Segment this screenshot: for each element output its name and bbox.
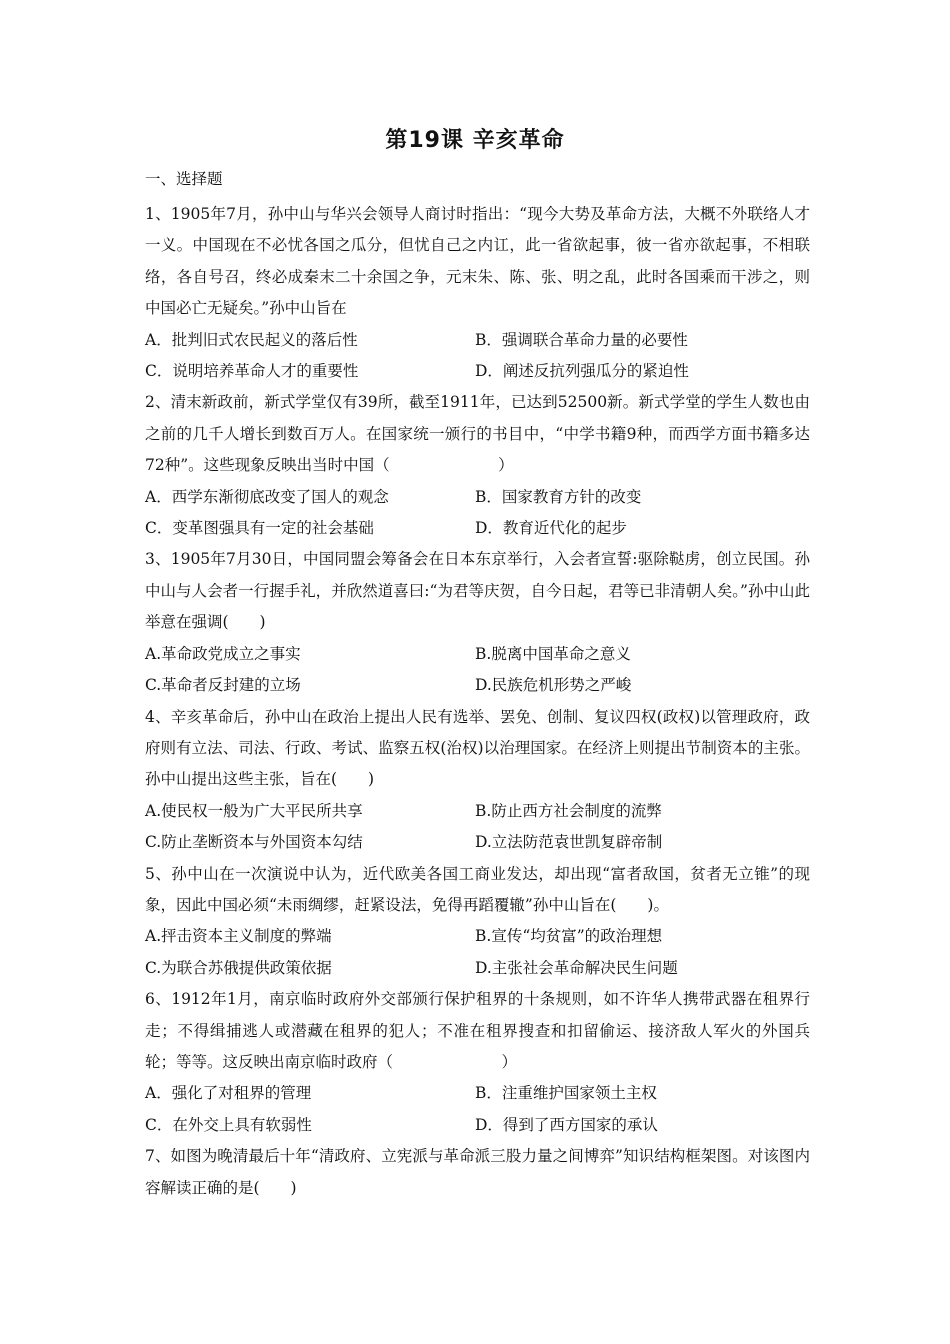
option-d: D.民族危机形势之严峻: [475, 676, 632, 695]
option-c: C.为联合苏俄提供政策依据: [145, 958, 332, 977]
question-3: [145, 544, 810, 701]
option-a: A．西学东渐彻底改变了国人的观念: [145, 487, 389, 506]
question-options: [145, 482, 810, 545]
section-heading: 一、选择题: [145, 170, 223, 188]
question-options: [145, 921, 810, 984]
option-d: D.主张社会革命解决民生问题: [475, 958, 678, 977]
page-title: 第19课 辛亥革命: [385, 128, 565, 153]
question-stem: 7、如图为晚清最后十年“清政府、立宪派与革命派三股力量之间博弈”知识结构框架图。对该图内容解读正确的是( ): [145, 1147, 810, 1197]
question-4: [145, 702, 810, 859]
question-options: [145, 325, 810, 388]
question-options: [145, 639, 810, 702]
option-a: A.使民权一般为广大平民所共享: [145, 801, 363, 820]
question-stem: 3、1905年7月30日，中国同盟会筹备会在日本东京举行，入会者宣誓:驱除鞑虏，创立民国。孙中山与人会者一行握手礼，并欣然道喜曰:“为君等庆贺，自今日起，君等已非清朝人矣。”孙中山此举意在强调( ): [145, 550, 810, 632]
question-stem: 5、孙中山在一次演说中认为，近代欧美各国工商业发达，却出现“富者敌国，贫者无立锥”的现象，因此中国必须“未雨绸缪，赶紧设法，免得再蹈覆辙”孙中山旨在( )。: [145, 864, 810, 914]
option-a: A．强化了对租界的管理: [145, 1084, 312, 1103]
question-stem: 1、1905年7月，孙中山与华兴会领导人商讨时指出：“现今大势及革命方法，大概不外联络人才一义。中国现在不必忧各国之瓜分，但忧自己之内讧，此一省欲起事，彼一省亦欲起事，不相联络，各自号召，终必成秦末二十余国之争，元末朱、陈、张、明之乱，此时各国乘而干涉之，则中国必亡无疑矣。”孙中山旨在: [145, 205, 810, 318]
option-d: D.立法防范袁世凯复辟帝制: [475, 833, 663, 852]
option-c: C.防止垄断资本与外国资本勾结: [145, 833, 363, 852]
question-1: [145, 199, 810, 387]
option-b: B.防止西方社会制度的流弊: [475, 801, 662, 820]
question-stem: 2、清末新政前，新式学堂仅有39所，截至1911年，已达到52500新。新式学堂的学生人数也由之前的几千人增长到数百万人。在国家统一颁行的书目中，“中学书籍9种，而西学方面书籍多达72种”。这些现象反映出当时中国（ ）: [145, 393, 810, 475]
question-options: [145, 796, 810, 859]
option-d: D．教育近代化的起步: [475, 519, 627, 538]
option-a: A．批判旧式农民起义的落后性: [145, 330, 358, 349]
question-2: [145, 387, 810, 544]
option-b: B．注重维护国家领土主权: [475, 1084, 657, 1103]
option-c: C．变革图强具有一定的社会基础: [145, 519, 374, 538]
option-a: A.抨击资本主义制度的弊端: [145, 927, 332, 946]
option-a: A.革命政党成立之事实: [145, 644, 301, 663]
option-d: D．阐述反抗列强瓜分的紧迫性: [475, 362, 689, 381]
option-b: B.宣传“均贫富”的政治理想: [475, 927, 663, 946]
option-b: B．强调联合革命力量的必要性: [475, 330, 688, 349]
question-list: [145, 199, 810, 1204]
option-c: C.革命者反封建的立场: [145, 676, 301, 695]
option-c: C．说明培养革命人才的重要性: [145, 362, 359, 381]
question-6: [145, 984, 810, 1141]
question-options: [145, 1078, 810, 1141]
option-b: B.脱离中国革命之意义: [475, 644, 631, 663]
option-d: D．得到了西方国家的承认: [475, 1115, 658, 1134]
question-stem: 6、1912年1月，南京临时政府外交部颁行保护租界的十条规则，如不许华人携带武器在租界行走；不得缉捕逃人或潜藏在租界的犯人；不准在租界搜查和扣留偷运、接济敌人军火的外国兵轮；等等。这反映出南京临时政府（ ）: [145, 990, 810, 1071]
question-7: [145, 1141, 810, 1204]
question-5: [145, 859, 810, 985]
question-stem: 4、辛亥革命后，孙中山在政治上提出人民有选举、罢免、创制、复议四权(政权)以管理政府，政府则有立法、司法、行政、考试、监察五权(治权)以治理国家。在经济上则提出节制资本的主张。孙中山提出这些主张，旨在( ): [145, 707, 810, 789]
option-c: C．在外交上具有软弱性: [145, 1115, 312, 1134]
option-b: B．国家教育方针的改变: [475, 487, 642, 506]
